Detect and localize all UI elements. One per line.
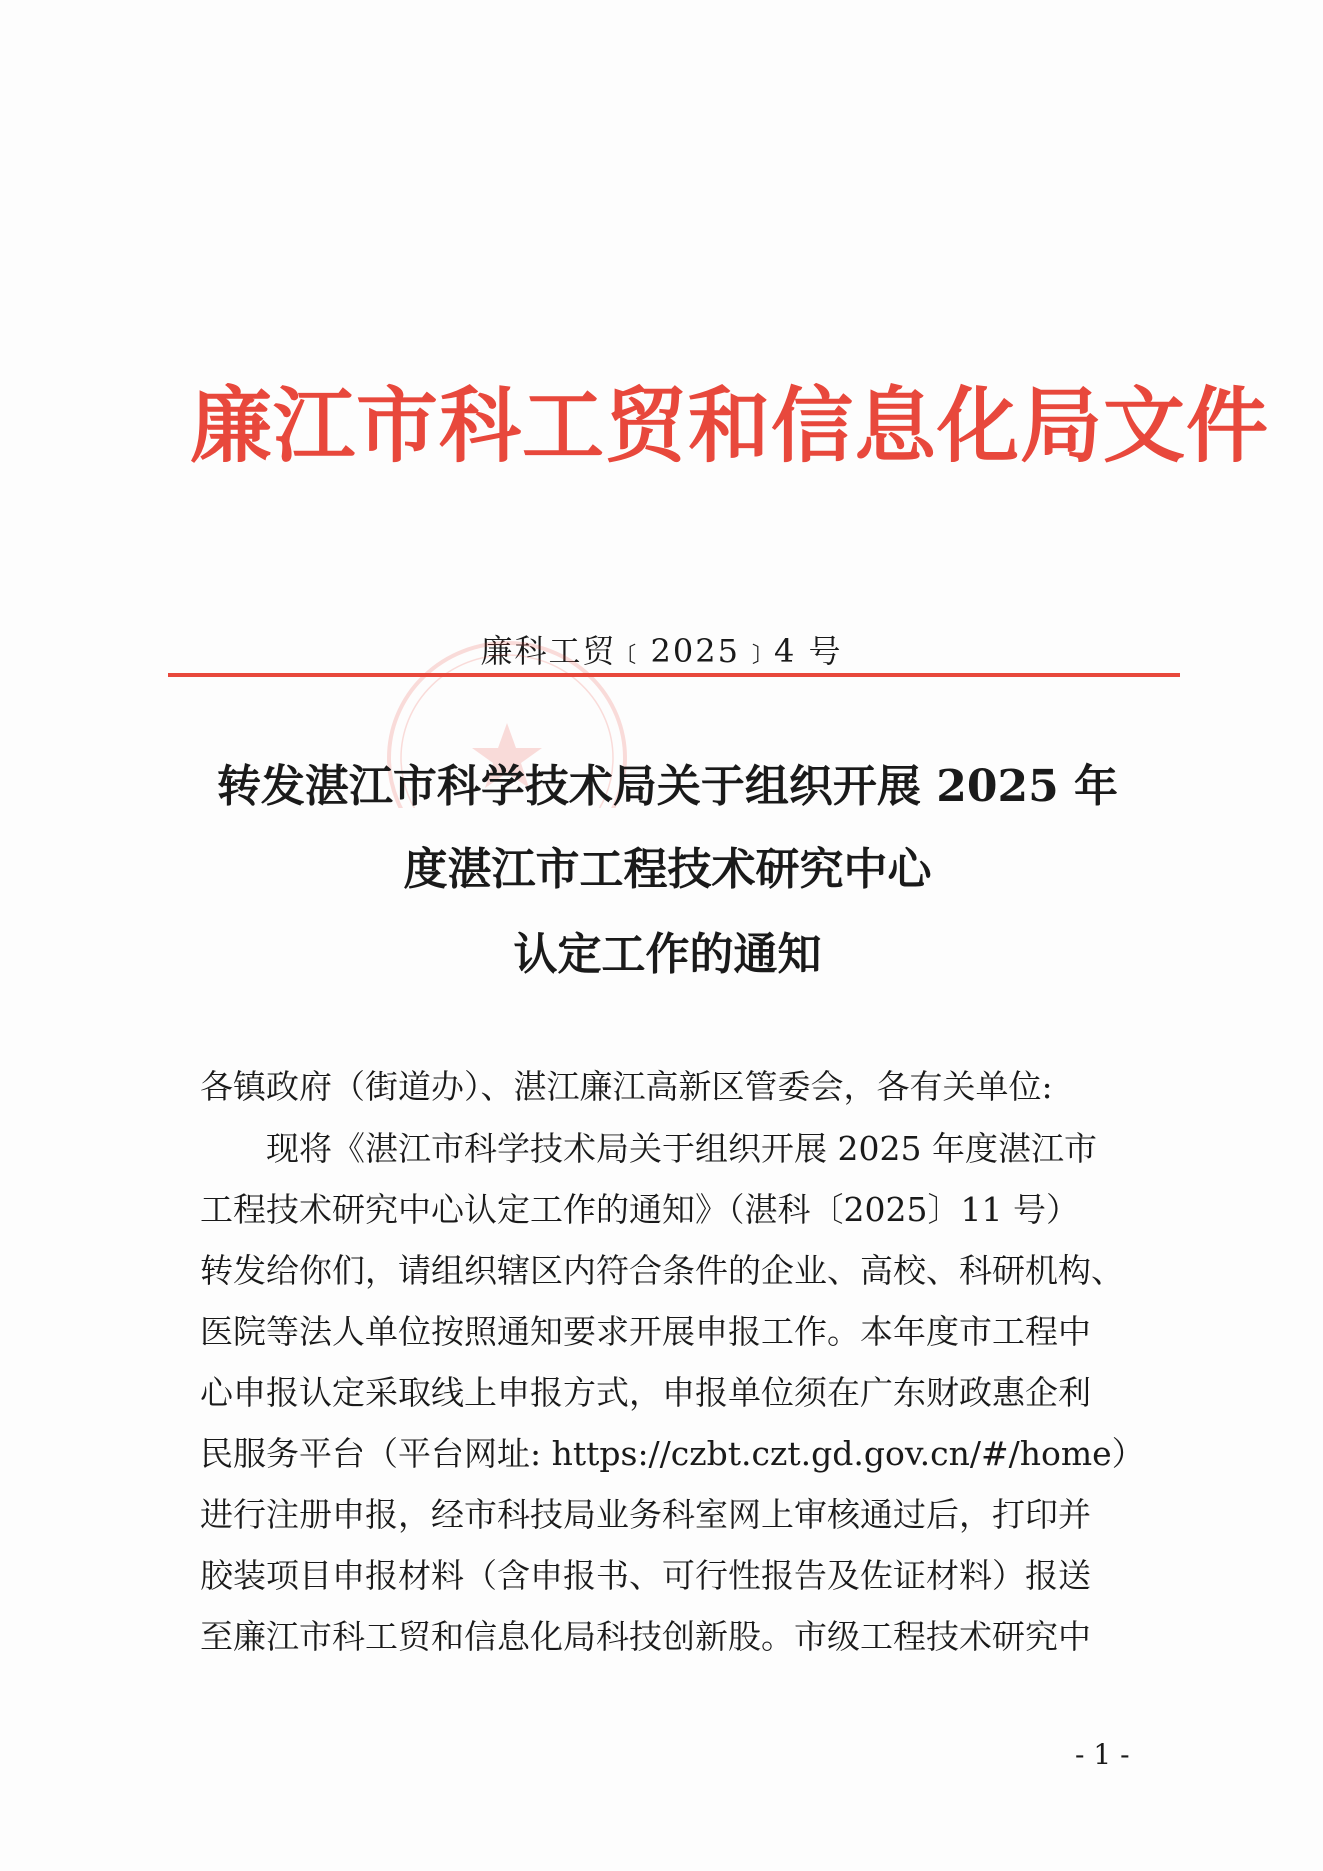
masthead-title: 廉江市科工贸和信息化局文件 [190, 378, 1270, 474]
body-line: 转发给你们，请组织辖区内符合条件的企业、高校、科研机构、 [200, 1251, 1124, 1290]
body-line: 工程技术研究中心认定工作的通知》（湛科〔2025〕11 号） [200, 1190, 1079, 1229]
body-line: 进行注册申报，经市科技局业务科室网上审核通过后，打印并 [200, 1495, 1091, 1534]
notice-title-line-2: 度湛江市工程技术研究中心 [403, 844, 932, 895]
body-line: 医院等法人单位按照通知要求开展申报工作。本年度市工程中 [200, 1312, 1091, 1351]
notice-title-line-1: 转发湛江市科学技术局关于组织开展 2025 年 [216, 761, 1119, 812]
body-line: 心申报认定采取线上申报方式，申报单位须在广东财政惠企利 [200, 1373, 1091, 1412]
red-divider-line [168, 673, 1180, 677]
addressee-line: 各镇政府（街道办）、湛江廉江高新区管委会，各有关单位: [200, 1067, 1053, 1106]
body-line: 至廉江市科工贸和信息化局科技创新股。市级工程技术研究中 [200, 1617, 1091, 1656]
document-number: 廉科工贸﹝2025﹞4 号 [480, 632, 843, 670]
page-number: - 1 - [1075, 1738, 1130, 1771]
red-divider-rule [168, 673, 1180, 677]
body-line: 胶装项目申报材料（含申报书、可行性报告及佐证材料）报送 [200, 1556, 1091, 1595]
body-line-url: 民服务平台（平台网址: https://czbt.czt.gd.gov.cn/#/home） [200, 1434, 1145, 1473]
notice-title-line-3: 认定工作的通知 [513, 929, 822, 980]
body-line: 现将《湛江市科学技术局关于组织开展 2025 年度湛江市 [200, 1129, 1097, 1168]
